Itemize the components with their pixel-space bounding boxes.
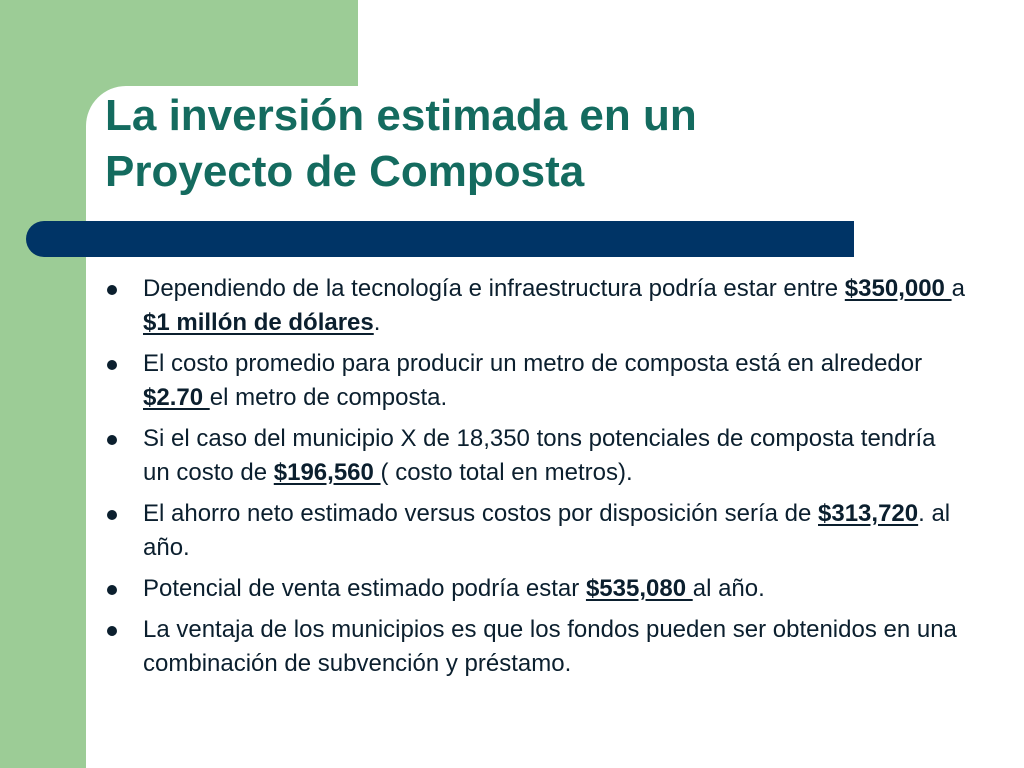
bullet-text: Si el caso del municipio X de 18,350 tons potenciales de composta tendría un costo de — [143, 425, 936, 486]
amount-196560: $196,560 — [273, 459, 381, 486]
bullet-text: el metro de composta. — [209, 384, 448, 411]
bullet-text: El costo promedio para producir un metro de composta está en alrededor — [143, 350, 923, 377]
bullet-text: Dependiendo de la tecnología e infraestructura podría estar entre — [143, 275, 845, 302]
bullet-text: a — [951, 275, 965, 302]
bullet-item-net-savings — [105, 497, 965, 565]
bullet-dot-icon — [107, 626, 117, 636]
bullet-dot-icon — [107, 360, 117, 370]
bullet-text: Potencial de venta estimado podría estar — [143, 575, 586, 602]
amount-535080: $535,080 — [585, 575, 693, 602]
bullet-text: ( costo total en metros). — [380, 459, 633, 486]
bullet-text: . — [373, 309, 381, 336]
bullet-item-municipality-cost — [105, 422, 965, 490]
bullet-text: al año. — [692, 575, 765, 602]
slide-title-line-2: Proyecto de Composta — [105, 147, 585, 196]
amount-1-million: $1 millón de dólares — [143, 309, 374, 336]
slide-title-line-1: La inversión estimada en un — [105, 91, 697, 140]
bullet-text: . al año. — [143, 500, 951, 561]
bullet-list — [105, 272, 965, 688]
bullet-dot-icon — [107, 435, 117, 445]
bullet-dot-icon — [107, 510, 117, 520]
slide-title — [105, 88, 985, 200]
top-white-area — [358, 0, 1024, 90]
bullet-item-investment-range — [105, 272, 965, 340]
bullet-dot-icon — [107, 585, 117, 595]
bullet-dot-icon — [107, 285, 117, 295]
amount-2-70: $2.70 — [143, 384, 210, 411]
amount-350000: $350,000 — [844, 275, 952, 302]
title-divider-bar — [26, 221, 854, 257]
amount-313720: $313,720 — [818, 500, 919, 527]
bullet-item-funding-advantage — [105, 613, 965, 681]
bullet-item-sales-potential — [105, 572, 965, 606]
bullet-item-average-cost — [105, 347, 965, 415]
bullet-text: La ventaja de los municipios es que los fondos pueden ser obtenidos en una combinación de subvención y préstamo. — [143, 616, 957, 677]
bullet-text: El ahorro neto estimado versus costos por disposición sería de — [143, 500, 819, 527]
